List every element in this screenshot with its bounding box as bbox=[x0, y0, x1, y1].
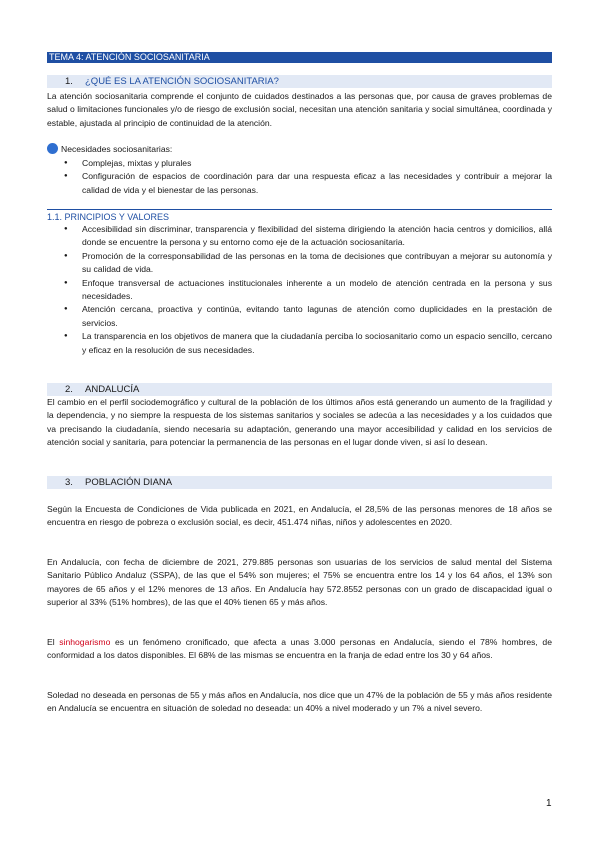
list-item: ● La transparencia en los objetivos de manera que la ciudadanía perciba lo sociosanitario como un espacio sencillo, cercano y eficaz en la resolución de sus necesidades. bbox=[64, 330, 552, 357]
section-1-paragraph: La atención sociosanitaria comprende el conjunto de cuidados destinados a las personas que, por causa de graves problemas de salud o limitaciones funcionales y/o de riesgo de exclusión social, necesitan una atención sanitaria y social simultánea, coordinada y estable, ajustada al principio de continuidad de la atención. bbox=[47, 91, 552, 128]
p3-prefix: El bbox=[47, 637, 60, 647]
needs-label: Necesidades sociosanitarias: bbox=[61, 144, 173, 154]
document-title: TEMA 4: ATENCIÓN SOCIOSANITARIA bbox=[47, 52, 552, 63]
p3-suffix: es un fenómeno cronificado, que afecta a unas 3.000 personas en Andalucía, siendo el 78% hombres, de conformidad a los datos disponibles. El 68% de las mismas se encuentra en la franja de edad entre los 30 y 64 años. bbox=[47, 637, 552, 661]
highlight-term: sinhogarismo bbox=[59, 637, 111, 647]
section-3-number: 3. bbox=[65, 477, 73, 488]
section-3-heading bbox=[47, 476, 552, 489]
section-3-paragraph-2: En Andalucía, con fecha de diciembre de 2021, 279.885 personas son usuarias de los servicios de salud mental del Sistema Sanitario Público Andaluz (SSPA), de las que el 54% son mujeres; el 75% se encuentra entre los 14 y los 64 años, el 13% son mayores de 65 años y el 12% menores de 13 años. En Andalucía hay 572.8552 personas con un grado de discapacidad igual o superior al 33% (51% hombres), de las que el 40% tienen 65 y más años. bbox=[47, 557, 552, 608]
section-1-title: ¿QUÉ ES LA ATENCIÓN SOCIOSANITARIA? bbox=[85, 76, 279, 87]
list-item: ● Atención cercana, proactiva y continúa, evitando tanto lagunas de atención como duplicidades en la prestación de servicios. bbox=[64, 303, 552, 330]
section-3-paragraph-1: Según la Encuesta de Condiciones de Vida publicada en 2021, en Andalucía, el 28,5% de las personas menores de 18 años se encuentra en riesgo de pobreza o exclusión social, es decir, 451.474 niñas, niños y adolescentes en 2020. bbox=[47, 504, 552, 528]
needs-header bbox=[47, 143, 172, 156]
section-1-number: 1. bbox=[65, 76, 73, 87]
section-1-heading bbox=[47, 75, 552, 88]
principles-list bbox=[64, 223, 552, 357]
section-3-paragraph-4: Soledad no deseada en personas de 55 y más años en Andalucía, nos dice que un 47% de la población de 55 y más años residente en Andalucía se encuentra en situación de soledad no deseada: un 40% a nivel moderado y un 7% a nivel severo. bbox=[47, 690, 552, 714]
section-3-title: POBLACIÓN DIANA bbox=[85, 477, 173, 488]
section-2-title: ANDALUCÍA bbox=[85, 384, 140, 395]
list-item: ● Complejas, mixtas y plurales bbox=[64, 157, 552, 170]
section-3-paragraph-3 bbox=[47, 636, 552, 663]
section-2-number: 2. bbox=[65, 384, 73, 395]
list-item: ● Promoción de la corresponsabilidad de las personas en la toma de decisiones que contribuyan a mejorar su autonomía y su calidad de vida. bbox=[64, 250, 552, 277]
bullet-circle-icon bbox=[47, 143, 58, 154]
list-item: ● Enfoque transversal de actuaciones institucionales inherente a un modelo de atención centrada en la persona y sus necesidades. bbox=[64, 277, 552, 304]
subsection-heading: 1.1. PRINCIPIOS Y VALORES bbox=[47, 209, 552, 223]
section-2-heading bbox=[47, 383, 552, 396]
list-item: ● Configuración de espacios de coordinación para dar una respuesta eficaz a las necesidades y contribuir a mejorar la calidad de vida y el bienestar de las personas. bbox=[64, 170, 552, 197]
list-item: ● Accesibilidad sin discriminar, transparencia y flexibilidad del sistema dirigiendo la atención hacia centros y domicilios, allá donde se encuentre la persona y su entorno como eje de la actuación sociosanitaria. bbox=[64, 223, 552, 250]
page-number: 1 bbox=[546, 798, 552, 809]
section-2-paragraph: El cambio en el perfil sociodemográfico y cultural de la población de los últimos años está generando un aumento de la fragilidad y la dependencia, y no siempre la respuesta de los sistemas sanitarios y sociales se adecúa a las necesidades y a los cuidados que va precisando la ciudadanía, siendo necesaria su adaptación, generando una mayor accesibilidad y calidad en los servicios de atención social y sanitaria, para potenciar la permanencia de las personas en el lugar donde viven, si así lo desean. bbox=[47, 397, 552, 448]
needs-list bbox=[64, 157, 552, 197]
